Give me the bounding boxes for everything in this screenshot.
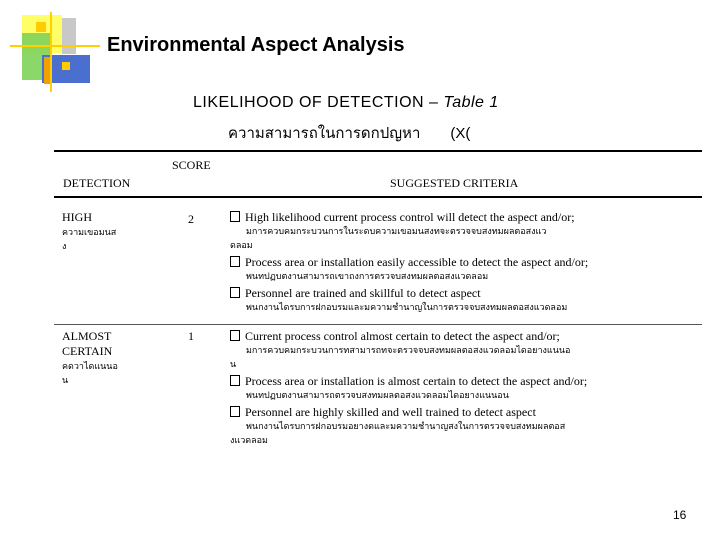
criterion-item bbox=[230, 405, 700, 419]
decoration-small-square bbox=[36, 22, 46, 32]
page-number: 16 bbox=[673, 508, 687, 522]
decoration-vertical-line bbox=[50, 12, 52, 92]
checkbox-bullet-icon bbox=[230, 211, 240, 222]
checkbox-bullet-icon bbox=[230, 375, 240, 386]
criterion-thai: มการควบคมกระบวนการทสามารถทจะตรวจจบสงทมผลตอสงแวดลอมไดอยางแนนอ bbox=[246, 345, 571, 355]
criterion-thai-cont: น bbox=[230, 359, 237, 369]
criterion-item bbox=[230, 286, 700, 300]
criterion-en: Process area or installation easily accessible to detect the aspect and/or; bbox=[245, 255, 589, 269]
criterion-item bbox=[230, 210, 700, 224]
row-almost-certain-criteria bbox=[230, 329, 700, 447]
criterion-en: Personnel are highly skilled and well trained to detect aspect bbox=[245, 405, 536, 419]
criterion-thai-cont: งแวดลอม bbox=[230, 435, 268, 445]
header-detection: DETECTION bbox=[63, 176, 131, 190]
row-almost-certain-score: 1 bbox=[188, 329, 194, 343]
criterion-en: Current process control almost certain to detect the aspect and/or; bbox=[245, 329, 560, 343]
criterion-item bbox=[230, 374, 700, 388]
criterion-item bbox=[230, 329, 700, 343]
table-header-rule bbox=[54, 196, 702, 198]
decoration-small-square bbox=[62, 62, 70, 70]
checkbox-bullet-icon bbox=[230, 287, 240, 298]
criterion-thai: พนกงานไดรบการฝกอบรมอยางดและมความชำนาญสงในการตรวจจบสงทมผลตอส bbox=[246, 421, 566, 431]
row-almost-certain-level bbox=[62, 329, 132, 387]
subtitle-thai-text: ความสามารถในการดกปญหา bbox=[228, 126, 421, 142]
criterion-en: High likelihood current process control will detect the aspect and/or; bbox=[245, 210, 575, 224]
level-thai: คดวาไดแนนอ bbox=[62, 361, 118, 371]
subtitle-table-ref: Table 1 bbox=[443, 94, 499, 111]
level-label: HIGH bbox=[62, 210, 92, 224]
level-thai-cont: น bbox=[62, 375, 69, 385]
criterion-thai: พนทปฏบตงานสามารถเขาถงการตรวจบสงทมผลตอสงแวดลอม bbox=[246, 271, 489, 281]
criterion-en: Personnel are trained and skillful to detect aspect bbox=[245, 286, 481, 300]
header-criteria: SUGGESTED CRITERIA bbox=[390, 176, 519, 190]
table-top-rule bbox=[54, 150, 702, 152]
criterion-thai: มการควบคมกระบวนการในระดบความเขอมนสงทจะตรวจจบสงทมผลตอสงแว bbox=[246, 226, 547, 236]
level-thai-cont: ง bbox=[62, 241, 67, 251]
checkbox-bullet-icon bbox=[230, 406, 240, 417]
decoration-gray-block bbox=[62, 18, 76, 54]
level-thai: ความเขอมนส bbox=[62, 227, 117, 237]
row-divider bbox=[54, 324, 702, 325]
decoration-horizontal-line bbox=[10, 45, 100, 47]
subtitle-code: (X( bbox=[450, 125, 471, 142]
row-high-score: 2 bbox=[188, 212, 194, 226]
slide-title: Environmental Aspect Analysis bbox=[107, 34, 405, 56]
table-subtitle bbox=[193, 94, 499, 112]
criterion-thai: พนกงานไดรบการฝกอบรมและมความชำนาญในการตรวจจบสงทมผลตอสงแวดลอม bbox=[246, 302, 568, 312]
row-high-level bbox=[62, 210, 132, 253]
header-score: SCORE bbox=[172, 158, 211, 172]
criterion-item bbox=[230, 255, 700, 269]
thai-subtitle bbox=[228, 121, 470, 145]
criterion-en: Process area or installation is almost certain to detect the aspect and/or; bbox=[245, 374, 588, 388]
checkbox-bullet-icon bbox=[230, 330, 240, 341]
subtitle-main: LIKELIHOOD OF DETECTION – bbox=[193, 94, 439, 111]
row-high-criteria bbox=[230, 210, 700, 314]
criterion-thai-cont: ดลอม bbox=[230, 240, 253, 250]
criterion-thai: พนทปฏบตงานสามารถตรวจบสงทมผลตอสงแวดลอมไดอยางแนนอน bbox=[246, 390, 509, 400]
checkbox-bullet-icon bbox=[230, 256, 240, 267]
level-label: ALMOST CERTAIN bbox=[62, 329, 113, 358]
